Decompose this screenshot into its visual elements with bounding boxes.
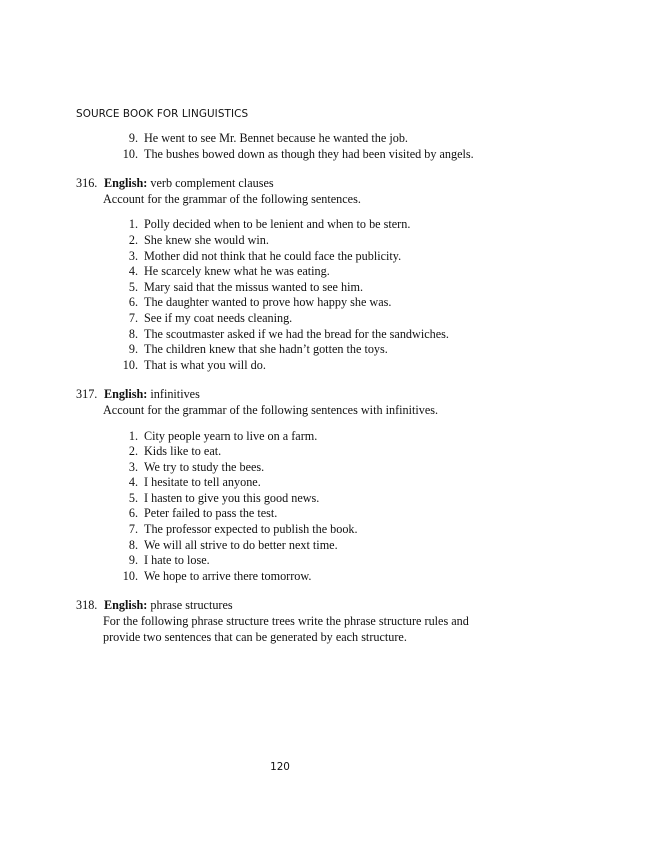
exercise-instruction: Account for the grammar of the following sentences.	[103, 191, 361, 206]
item-sentence: The children knew that she hadn’t gotten the toys.	[144, 342, 388, 357]
item-sentence: The bushes bowed down as though they had been visited by angels.	[144, 146, 474, 161]
item-sentence: She knew she would win.	[144, 232, 269, 247]
item-sentence: He went to see Mr. Bennet because he wanted the job.	[144, 131, 408, 145]
item-number: 10.	[122, 568, 138, 583]
item-number: 9.	[128, 342, 138, 357]
list-item	[0, 491, 650, 507]
page-body	[0, 131, 650, 645]
list-item	[0, 444, 650, 460]
item-sentence: City people yearn to live on a farm.	[144, 428, 318, 443]
item-number: 9.	[128, 553, 138, 568]
list-item	[0, 280, 650, 296]
item-number: 2.	[128, 232, 138, 247]
exercise-number: 316.	[76, 176, 98, 191]
list-item	[0, 569, 650, 585]
list-item	[0, 147, 650, 163]
item-number: 6.	[128, 295, 138, 310]
item-number: 7.	[128, 522, 138, 537]
item-number: 3.	[128, 459, 138, 474]
list-item	[0, 522, 650, 538]
item-number: 1.	[128, 217, 138, 232]
item-sentence: The professor expected to publish the book.	[144, 522, 358, 537]
exercise-heading	[0, 598, 650, 614]
exercise-heading	[0, 176, 650, 192]
exercise-title	[104, 387, 200, 403]
item-sentence: I hasten to give you this good news.	[144, 490, 320, 505]
item-sentence: See if my coat needs cleaning.	[144, 310, 293, 325]
item-number: 9.	[128, 131, 138, 145]
page-number: 120	[270, 761, 290, 773]
list-item	[0, 295, 650, 311]
exercise-language: English:	[104, 176, 148, 191]
item-number: 7.	[128, 310, 138, 325]
exercise-number: 317.	[76, 387, 98, 402]
list-item	[0, 131, 650, 147]
list-item	[0, 475, 650, 491]
list-item	[0, 327, 650, 343]
item-sentence: Peter failed to pass the test.	[144, 506, 278, 521]
item-sentence: That is what you will do.	[144, 357, 266, 372]
item-sentence: I hate to lose.	[144, 553, 210, 568]
list-item	[0, 311, 650, 327]
sentence-list	[0, 217, 650, 373]
list-item	[0, 429, 650, 445]
exercise-topic: phrase structures	[150, 598, 233, 613]
item-sentence: The scoutmaster asked if we had the bread for the sandwiches.	[144, 326, 449, 341]
item-number: 8.	[128, 537, 138, 552]
item-number: 2.	[128, 444, 138, 459]
item-sentence: Kids like to eat.	[144, 444, 222, 459]
list-item	[0, 249, 650, 265]
exercise-title	[104, 598, 233, 614]
exercise-language: English:	[104, 598, 148, 613]
list-item	[0, 506, 650, 522]
list-item	[0, 233, 650, 249]
item-sentence: The daughter wanted to prove how happy she was.	[144, 295, 392, 310]
item-number: 5.	[128, 490, 138, 505]
item-sentence: He scarcely knew what he was eating.	[144, 264, 330, 279]
item-sentence: Mary said that the missus wanted to see him.	[144, 279, 364, 294]
item-number: 10.	[122, 357, 138, 372]
item-sentence: We hope to arrive there tomorrow.	[144, 568, 312, 583]
item-number: 1.	[128, 428, 138, 443]
item-number: 4.	[128, 264, 138, 279]
exercise-title	[104, 176, 274, 192]
list-item	[0, 460, 650, 476]
exercise-316	[0, 176, 650, 373]
item-number: 10.	[122, 146, 138, 161]
item-number: 5.	[128, 279, 138, 294]
exercise-318	[0, 598, 650, 645]
exercise-language: English:	[104, 387, 148, 402]
item-sentence: Polly decided when to be lenient and when to be stern.	[144, 217, 411, 232]
item-sentence: I hesitate to tell anyone.	[144, 475, 261, 490]
list-item	[0, 553, 650, 569]
exercise-heading	[0, 387, 650, 403]
item-number: 8.	[128, 326, 138, 341]
item-number: 6.	[128, 506, 138, 521]
list-item	[0, 538, 650, 554]
sentence-list	[0, 429, 650, 585]
exercise-instruction: For the following phrase structure trees write the phrase structure rules and provide two sentences that can be generated by each structure.	[103, 614, 469, 644]
exercise-317	[0, 387, 650, 584]
item-number: 3.	[128, 248, 138, 263]
item-sentence: We try to study the bees.	[144, 459, 265, 474]
continued-item-list	[0, 131, 650, 162]
list-item	[0, 264, 650, 280]
exercise-number: 318.	[76, 598, 98, 613]
item-sentence: Mother did not think that he could face the publicity.	[144, 248, 402, 263]
exercise-topic: infinitives	[150, 387, 200, 402]
list-item	[0, 217, 650, 233]
exercise-instruction: Account for the grammar of the following sentences with infinitives.	[103, 402, 439, 417]
list-item	[0, 358, 650, 374]
list-item	[0, 342, 650, 358]
exercise-topic: verb complement clauses	[150, 176, 274, 191]
item-sentence: We will all strive to do better next time.	[144, 537, 338, 552]
running-head: SOURCE BOOK FOR LINGUISTICS	[76, 108, 249, 120]
item-number: 4.	[128, 475, 138, 490]
